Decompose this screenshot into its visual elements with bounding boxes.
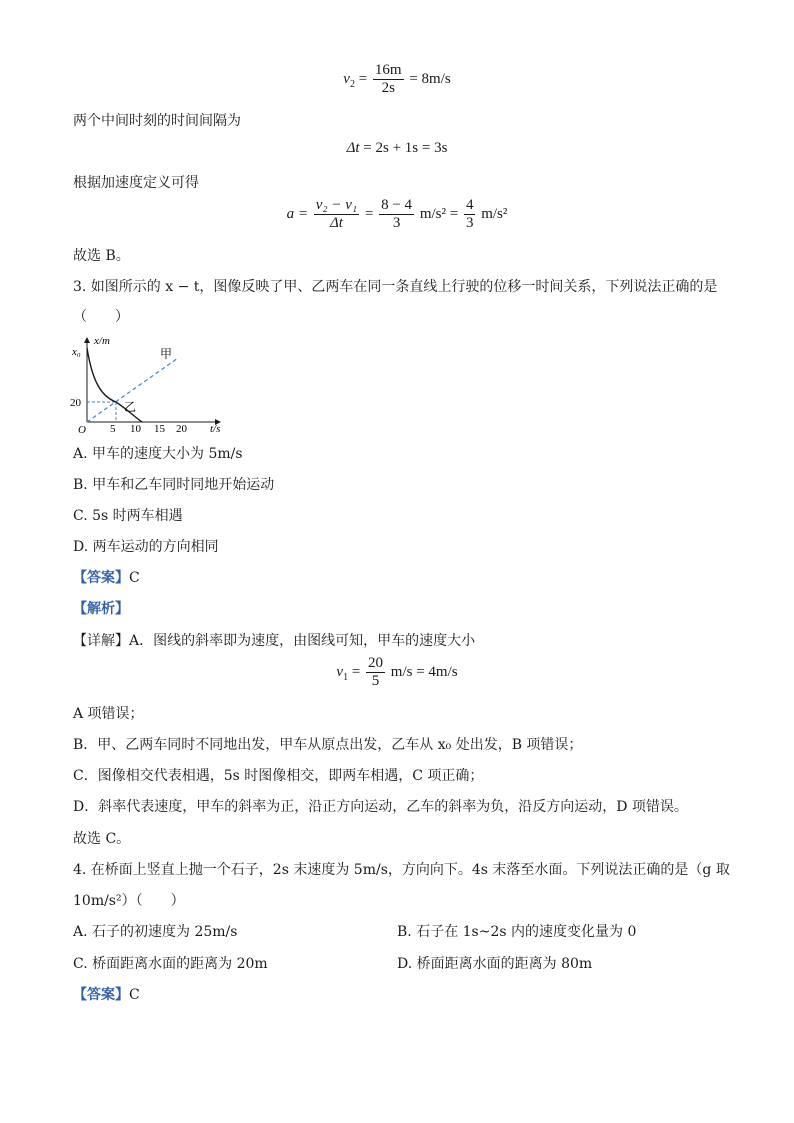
label-yi: 乙 xyxy=(124,400,137,414)
q4-option-b: B. 石子在 1s~2s 内的速度变化量为 0 xyxy=(397,924,637,940)
x-tick-15: 15 xyxy=(154,423,165,434)
q3-option-a: A. 甲车的速度大小为 5m/s xyxy=(73,446,243,462)
label-jia: 甲 xyxy=(160,347,173,361)
q3-line-choose: 故选 C。 xyxy=(73,831,131,847)
q3-analysis-tag: 【解析】 xyxy=(73,601,129,617)
q4-stem-line1: 4. 在桥面上竖直上抛一个石子，2s 末速度为 5m/s，方向向下。4s 末落至水面。下列说法正确的是（g 取 xyxy=(73,862,730,878)
origin-label: O xyxy=(78,424,86,434)
equation-v1: $v_1$ = $\frac{20}{5}$ m/s = 4m/s xyxy=(336,655,458,689)
q3-stem-line1: 3. 如图所示的 x − t，图像反映了甲、乙两车在同一条直线上行驶的位移一时间关系，下列说法正确的是 xyxy=(73,279,718,295)
xt-graph xyxy=(70,334,230,434)
x-tick-10: 10 xyxy=(130,423,141,434)
x-axis-label: t/s xyxy=(210,423,221,434)
q4-stem-line2: 10m/s²）（ ） xyxy=(73,893,185,909)
text-accel-def: 根据加速度定义可得 xyxy=(73,175,199,191)
q3-stem-line2: （ ） xyxy=(73,309,129,325)
q3-line-d: D．斜率代表速度，甲车的斜率为正，沿正方向运动，乙车的斜率为负，沿反方向运动，D 项错误。 xyxy=(73,799,688,815)
y-mark-x0: x₀ xyxy=(72,346,81,358)
y-axis-label: x/m xyxy=(94,335,110,347)
text-choose-b: 故选 B。 xyxy=(73,248,130,264)
q3-line-a: A 项错误； xyxy=(73,706,144,722)
q3-answer: 【答案】C xyxy=(73,570,140,586)
q3-option-d: D. 两车运动的方向相同 xyxy=(73,539,219,555)
q3-detail: 【详解】A．图线的斜率即为速度，由图线可知，甲车的速度大小 xyxy=(73,633,476,649)
x-tick-20: 20 xyxy=(176,423,187,434)
equation-v2: $v_2$ = $\frac{16m}{2s}$ = 8m/s xyxy=(343,62,451,96)
q4-option-c: C. 桥面距离水面的距离为 20m xyxy=(73,956,268,972)
equation-a: a = $\frac{\text{v₂ − v₁}}{\Delta t}$ = $\frac{8 - 4}{3}$ m/s² = $\frac{4}{3}$ m/s² xyxy=(286,197,508,231)
q3-option-b: B. 甲车和乙车同时同地开始运动 xyxy=(73,477,275,493)
y-mark-20: 20 xyxy=(70,397,81,409)
q4-option-d: D. 桥面距离水面的距离为 80m xyxy=(397,956,593,972)
fraction: $\frac{16m}{2s}$ xyxy=(374,62,402,96)
q3-line-c: C．图像相交代表相遇，5s 时图像相交，即两车相遇，C 项正确； xyxy=(73,768,484,784)
q4-option-a: A. 石子的初速度为 25m/s xyxy=(73,924,238,940)
x-tick-5: 5 xyxy=(110,423,116,434)
text-interval: 两个中间时刻的时间间隔为 xyxy=(73,113,241,129)
equation-dt: Δt = 2s + 1s = 3s xyxy=(346,140,448,156)
q4-answer: 【答案】C xyxy=(73,987,140,1003)
q3-line-b: B．甲、乙两车同时不同地出发，甲车从原点出发，乙车从 x₀ 处出发，B 项错误； xyxy=(73,737,583,753)
q3-option-c: C. 5s 时两车相遇 xyxy=(73,508,183,524)
